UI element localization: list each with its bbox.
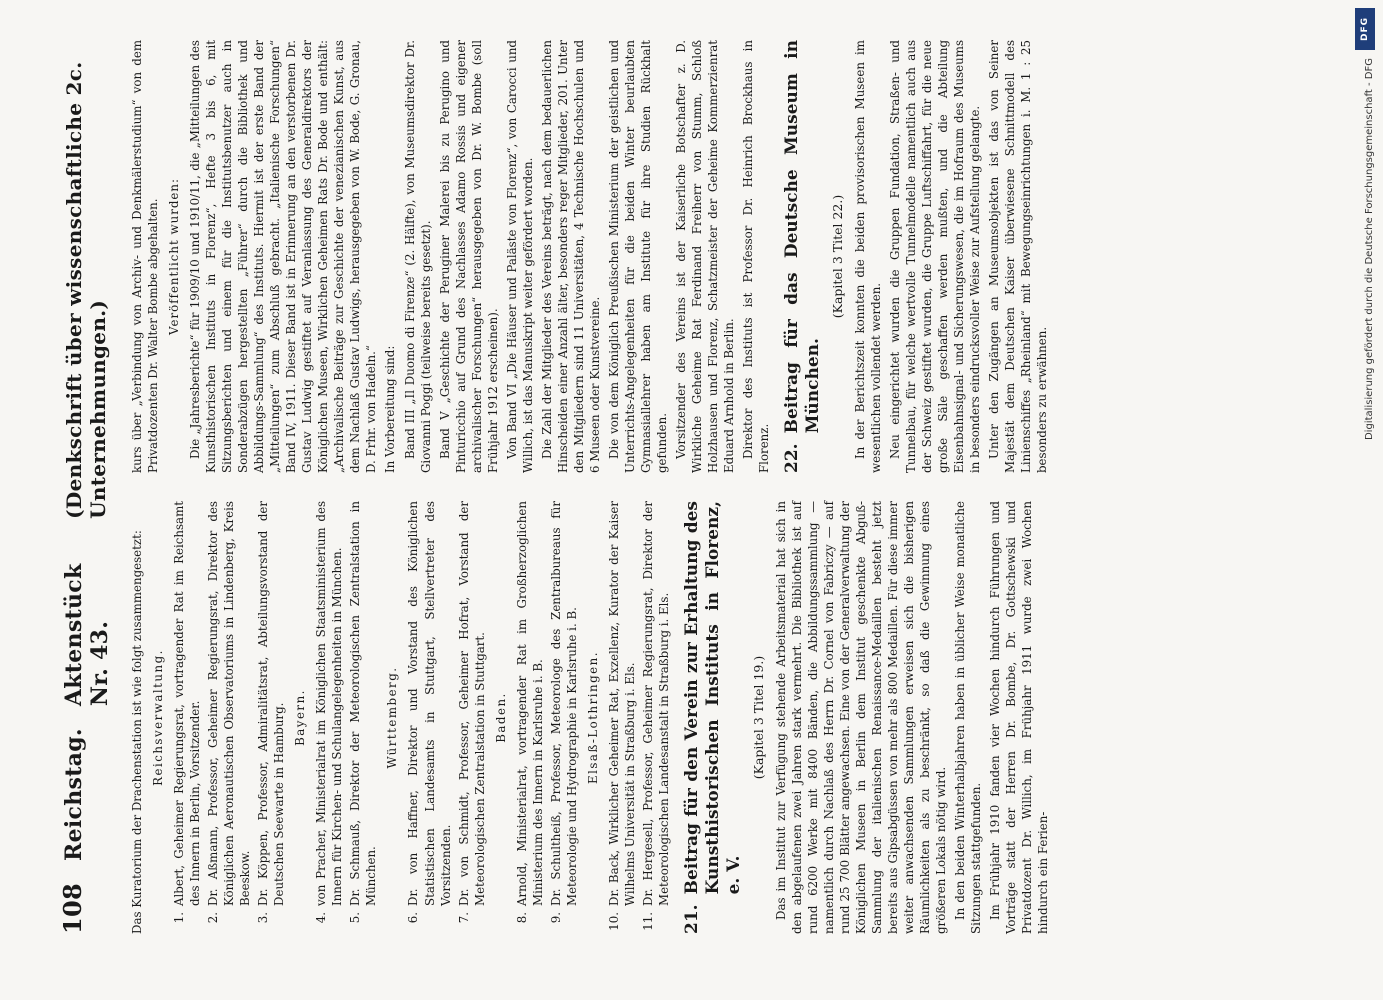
list-item: 8. Arnold, Ministerialrat, vortragender Rat im Großherzoglichen Ministerium des Innern in Karlsruhe i. B. <box>514 501 545 924</box>
section-heading: Württemberg. <box>385 666 400 769</box>
member-list <box>606 501 672 934</box>
list-item: 6. Dr. von Haffner, Direktor und Vorstand des Königlichen Statistischen Landesamts in Stuttgart, Stellvertreter des Vorsitzenden. <box>406 501 453 924</box>
list-item: 7. Dr. von Schmidt, Professor, Geheimer Hofrat, Vorstand der Meteorologischen Zentralstation in Stuttgart. <box>456 501 487 924</box>
paragraph: Das Kuratorium der Drachenstation ist wie folgt zusammengesetzt: <box>130 530 144 934</box>
paragraph: Direktor des Instituts ist Professor Dr. Heinrich Brockhaus in Florenz. <box>741 40 772 473</box>
paragraph: Band V „Geschichte der Peruginer Malerei bis zu Perugino und Pinturicchio auf Grund des Nachlasses Adamo Rossis und eigener archivalischer Forschungen“ herausgegeben von Dr. W. Bombe (soll Frühjahr 1912 erscheinen). <box>437 40 500 473</box>
header-right: Aktenstück Nr. 43. <box>61 563 113 707</box>
digitization-credit: Digitalisierung gefördert durch die Deutsche Forschungsgemeinschaft - DFG <box>1364 58 1375 441</box>
paragraph: Das im Institut zur Verfügung stehende Arbeitsmaterial hat sich in den abgelaufenen zwei Jahren stark vermehrt. Die Bibliothek ist auf rund 6200 Werke mit 8400 Bänden, die Abbildungssammlung — namentlich durch Nachlaß des Herrn Dr. Cornel von Fabriczy — auf rund 25 700 Blätter angewachsen. Eine von der Generalverwaltung der Königlichen Museen in Berlin dem Institut geschenkte Abguß-Sammlung der italienischen Renaissance-Medaillen besteht jetzt bereits aus Gipsabgüssen von mehr als 800 Medaillen. Für diese immer weiter anwachsenden Sammlungen erweisen sich die bisherigen Räumlichkeiten als zu beschränkt, so daß die Gewinnung eines größeren Lokals nötig wird. <box>773 501 948 934</box>
member-list <box>405 501 487 934</box>
paragraph: In den beiden Winterhalbjahren haben in üblicher Weise monatliche Sitzungen stattgefunden. <box>953 501 984 934</box>
paragraph: Die „Jahresberichte“ für 1909/10 und 1910/11, die „Mitteilungen des Kunsthistorischen Instituts in Florenz“, Hefte 3 bis 6, mit Sitzungsberichten und einem für die Institutsbenutzer auch in Sonderabzügen hergestellten „Führer“ durch die Bibliothek und Abbildungs-Sammlung“ des Instituts. Hiermit ist der erste Band der „Mitteilungen“ zum Abschluß gebracht. „Italienische Forschungen“ Band IV, 1911. Dieser Band ist in Erinnerung an den verstorbenen Dr. Gustav Ludwig gestiftet auf Veranlassung des Generaldirektors der Königlichen Museen, Wirklichen Geheimen Rats Dr. Bode und enthält: „Archivalische Beiträge zur Geschichte der venezianischen Kunst, aus dem Nachlaß Gustav Ludwigs, herausgegeben von W. Bode, G. Gronau, D. Frhr. von Hadeln.“ <box>188 40 379 473</box>
section-heading: Reichsverwaltung. <box>151 649 166 786</box>
chapter-reference: (Kapitel 3 Titel 19.) <box>750 655 766 780</box>
dfg-logo: DFG <box>1355 8 1375 50</box>
paragraph: Die Zahl der Mitglieder des Vereins beträgt, nach dem bedauerlichen Hinscheiden einer Anzahl älter, besonders reger Mitglieder, 201. Unter den Mitgliedern sind 11 Universitäten, 4 Technische Hochschulen und 6 Museen oder Kunstvereine. <box>539 40 602 473</box>
section-heading: Bayern. <box>293 689 308 746</box>
member-list <box>514 501 580 934</box>
list-item: 1. Albert, Geheimer Regierungsrat, vortragender Rat im Reichsamt des Innern in Berlin, Vorsitzender. <box>172 501 203 924</box>
list-item: 4. von Pracher, Ministerialrat im Königlichen Staatsministerium des Innern für Kirchen- und Schulangelegenheiten in München. <box>314 501 345 924</box>
member-list <box>171 501 287 934</box>
paragraph: Die von dem Königlich Preußischen Ministerium der geistlichen und Unterrichts-Angelegenheiten für die beiden Winter beurlaubten Gymnasiallehrer haben am Institute für ihre Studien Rückhalt gefunden. <box>606 40 669 473</box>
subheading: Veröffentlicht wurden: <box>167 178 182 335</box>
right-column <box>129 40 1054 473</box>
paragraph: In der Berichtszeit konnten die beiden provisorischen Museen im wesentlichen vollendet werden. <box>852 40 883 473</box>
list-item: 3. Dr. Köppen, Professor, Admiralitätsrat, Abteilungsvorstand der Deutschen Seewarte in Hamburg. <box>256 501 287 924</box>
section-22-heading: 22. Beitrag für das Deutsche Museum in München. <box>782 40 824 473</box>
list-item: 9. Dr. Schultheiß, Professor, Meteorologe des Zentralbureaus für Meteorologie und Hydrographie in Karlsruhe i. B. <box>548 501 579 924</box>
paragraph: Im Frühjahr 1910 fanden vier Wochen hindurch Führungen und Vorträge statt der Herren Dr. Bombe, Dr. Gottschewski und Privatdozent Dr. Willich, im Frühjahr 1911 wurde zwei Wochen hindurch ein Ferien- <box>988 501 1051 934</box>
paragraph: Band III „Il Duomo di Firenze“ (2. Hälfte), von Museumsdirektor Dr. Giovanni Poggi (teilweise bereits gesetzt). <box>402 40 433 473</box>
header-subtitle: (Denkschrift über wissenschaftliche 2c. Unternehmungen.) <box>62 61 110 519</box>
header-left: Reichstag. <box>61 728 87 861</box>
list-item: 2. Dr. Aßmann, Professor, Geheimer Regierungsrat, Direktor des Königlichen Aeronautischen Observatoriums in Lindenberg, Kreis Beeskow. <box>206 501 253 924</box>
paragraph: Von Band VI „Die Häuser und Paläste von Florenz“, von Carocci und Willich, ist das Manuskript weiter gefördert worden. <box>504 40 535 473</box>
section-heading: Baden. <box>493 692 508 743</box>
section-heading: Elsaß-Lothringen. <box>585 651 600 785</box>
left-column <box>129 501 1054 934</box>
paragraph: Vorsitzender des Vereins ist der Kaiserliche Botschafter z. D. Wirkliche Geheime Rat Ferdinand Freiherr von Stumm, Schloß Holzhausen und Florenz, Schatzmeister der Geheime Kommerzienrat Eduard Arnhold in Berlin. <box>674 40 737 473</box>
list-item: 10. Dr. Back, Wirklicher Geheimer Rat, Exzellenz, Kurator der Kaiser Wilhelms Universität in Straßburg i. Els. <box>606 501 637 931</box>
member-list <box>313 501 379 934</box>
paragraph: Unter den Zugängen an Museumsobjekten ist das von Seiner Majestät dem Deutschen Kaiser überwiesene Schnittmodell des Linienschiffes „Rheinland“ mit Bewegungseinrichtungen i. M. 1 : 25 besonders zu erwähnen. <box>986 40 1050 473</box>
list-item: 5. Dr. Schmauß, Direktor der Meteorologischen Zentralstation in München. <box>348 501 379 924</box>
page-header <box>58 40 119 934</box>
chapter-reference: (Kapitel 3 Titel 22.) <box>829 194 845 319</box>
page-number: 108 <box>58 883 87 934</box>
paragraph: Neu eingerichtet wurden die Gruppen Fundation, Straßen- und Tunnelbau, für welche wertvolle Tunnelmodelle namentlich auch aus der Schweiz gestiftet wurden, die Gruppe Luftschiffahrt, für die neue große Säle geschaffen werden mußten, und die Abteilung Eisenbahnsignal- und Sicherungswesen, die im Hofraum des Museums in besonders eindrucksvoller Weise zur Aufstellung gelangte. <box>887 40 982 473</box>
section-21-heading: 21. Beitrag für den Verein zur Erhaltung des Kunsthistorischen Instituts in Florenz, e. V. <box>681 501 745 934</box>
subheading: In Vorbereitung sind: <box>383 345 398 473</box>
list-item: 11. Dr. Hergesell, Professor, Geheimer Regierungsrat, Direktor der Meteorologischen Landesanstalt in Straßburg i. Els. <box>640 501 671 931</box>
paragraph: kurs über „Verbindung von Archiv- und Denkmälerstudium“ von dem Privatdozenten Dr. Walter Bombe abgehalten. <box>130 40 161 473</box>
